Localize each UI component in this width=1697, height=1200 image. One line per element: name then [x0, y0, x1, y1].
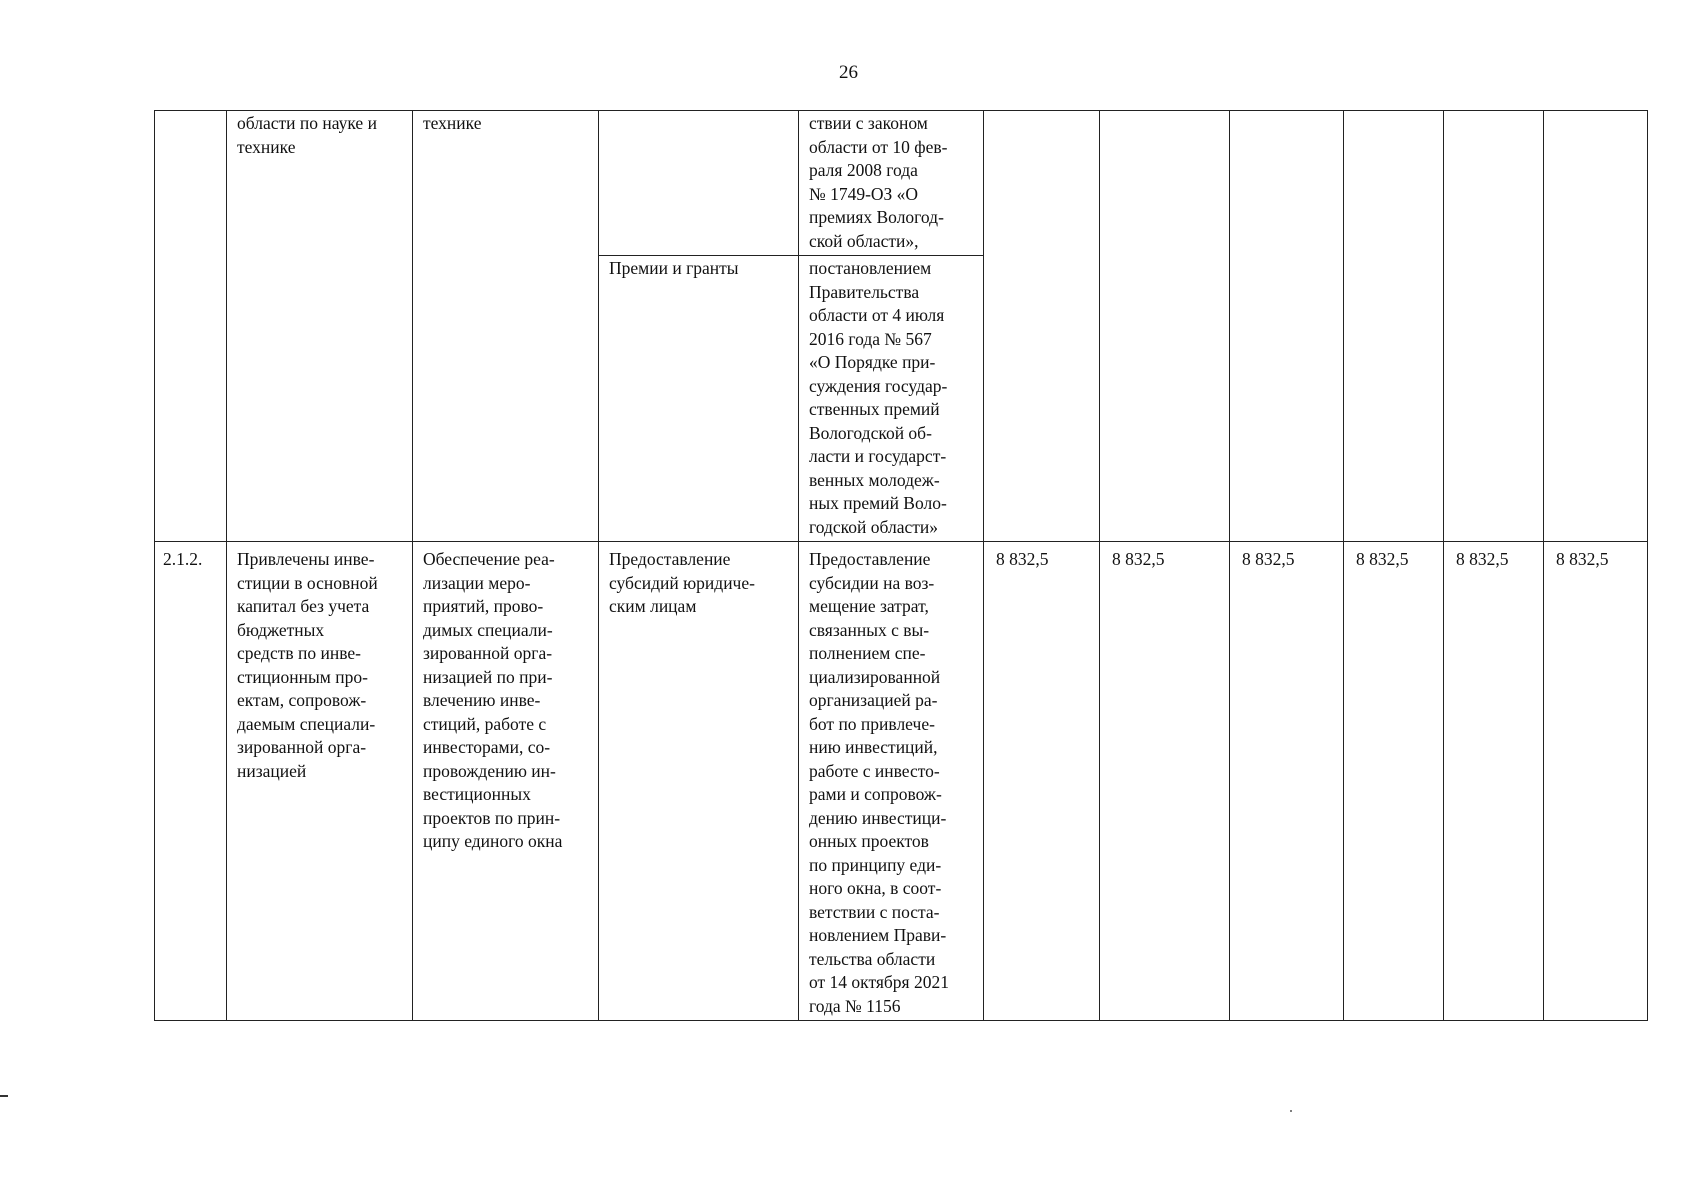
cell-support-type-continued-empty: [599, 111, 799, 256]
table-row-2-1-2: [155, 542, 1648, 1021]
cell-value-3: 8 832,5: [1230, 542, 1344, 1021]
cell-result-continued: области по науке и технике: [227, 111, 413, 542]
cell-value-continued-2: [1100, 111, 1230, 542]
cell-value-continued-1: [984, 111, 1100, 542]
cell-value-5: 8 832,5: [1444, 542, 1544, 1021]
table-row-continued-top: [155, 111, 1648, 256]
cell-index: 2.1.2.: [155, 542, 227, 1021]
cell-basis: Предоставление субсидии на воз- мещение затрат, связанных с вы- полнением спе- циализированной организацией ра- бот по привлече- нию инвестиций, работе с инвесто- рами и сопровож- дению инвестици- онных проектов по принципу еди- ного окна, в соот- ветствии с поста- новлением Прави- тельства области от 14 октября 2021 года № 1156: [799, 542, 984, 1021]
cell-value-continued-6: [1544, 111, 1648, 542]
page-number: 26: [839, 62, 858, 83]
cell-measure: Обеспечение реа- лизации меро- приятий, прово- димых специали- зированной орга- низацией по при- влечению инве- стиций, работе с инвесторами, со- провождению ин- вестиционных проектов по прин- ципу единого окна: [413, 542, 599, 1021]
scan-mark-dot: [1290, 1110, 1292, 1112]
cell-value-continued-5: [1444, 111, 1544, 542]
cell-index-continued: [155, 111, 227, 542]
cell-value-6: 8 832,5: [1544, 542, 1648, 1021]
cell-measure-continued: технике: [413, 111, 599, 542]
cell-basis-continued-top: ствии с законом области от 10 фев- раля 2008 года № 1749-ОЗ «О премиях Вологод- ской области»,: [799, 111, 984, 256]
cell-support-type: Предоставление субсидий юридиче- ским лицам: [599, 542, 799, 1021]
subsidy-table: [154, 110, 1648, 1021]
scan-mark-dash: [0, 1095, 8, 1097]
cell-value-2: 8 832,5: [1100, 542, 1230, 1021]
cell-result: Привлечены инве- стиции в основной капитал без учета бюджетных средств по инве- стиционным про- ектам, сопровож- даемым специали- зированной орга- низацией: [227, 542, 413, 1021]
cell-value-continued-3: [1230, 111, 1344, 542]
cell-support-type-continued: Премии и гранты: [599, 256, 799, 542]
cell-value-1: 8 832,5: [984, 542, 1100, 1021]
cell-value-4: 8 832,5: [1344, 542, 1444, 1021]
cell-value-continued-4: [1344, 111, 1444, 542]
cell-basis-continued-bottom: постановлением Правительства области от 4 июля 2016 года № 567 «О Порядке при- суждения государ- ственных премий Вологодской об- ласти и государст- венных молодеж- ных премий Воло- годской области»: [799, 256, 984, 542]
